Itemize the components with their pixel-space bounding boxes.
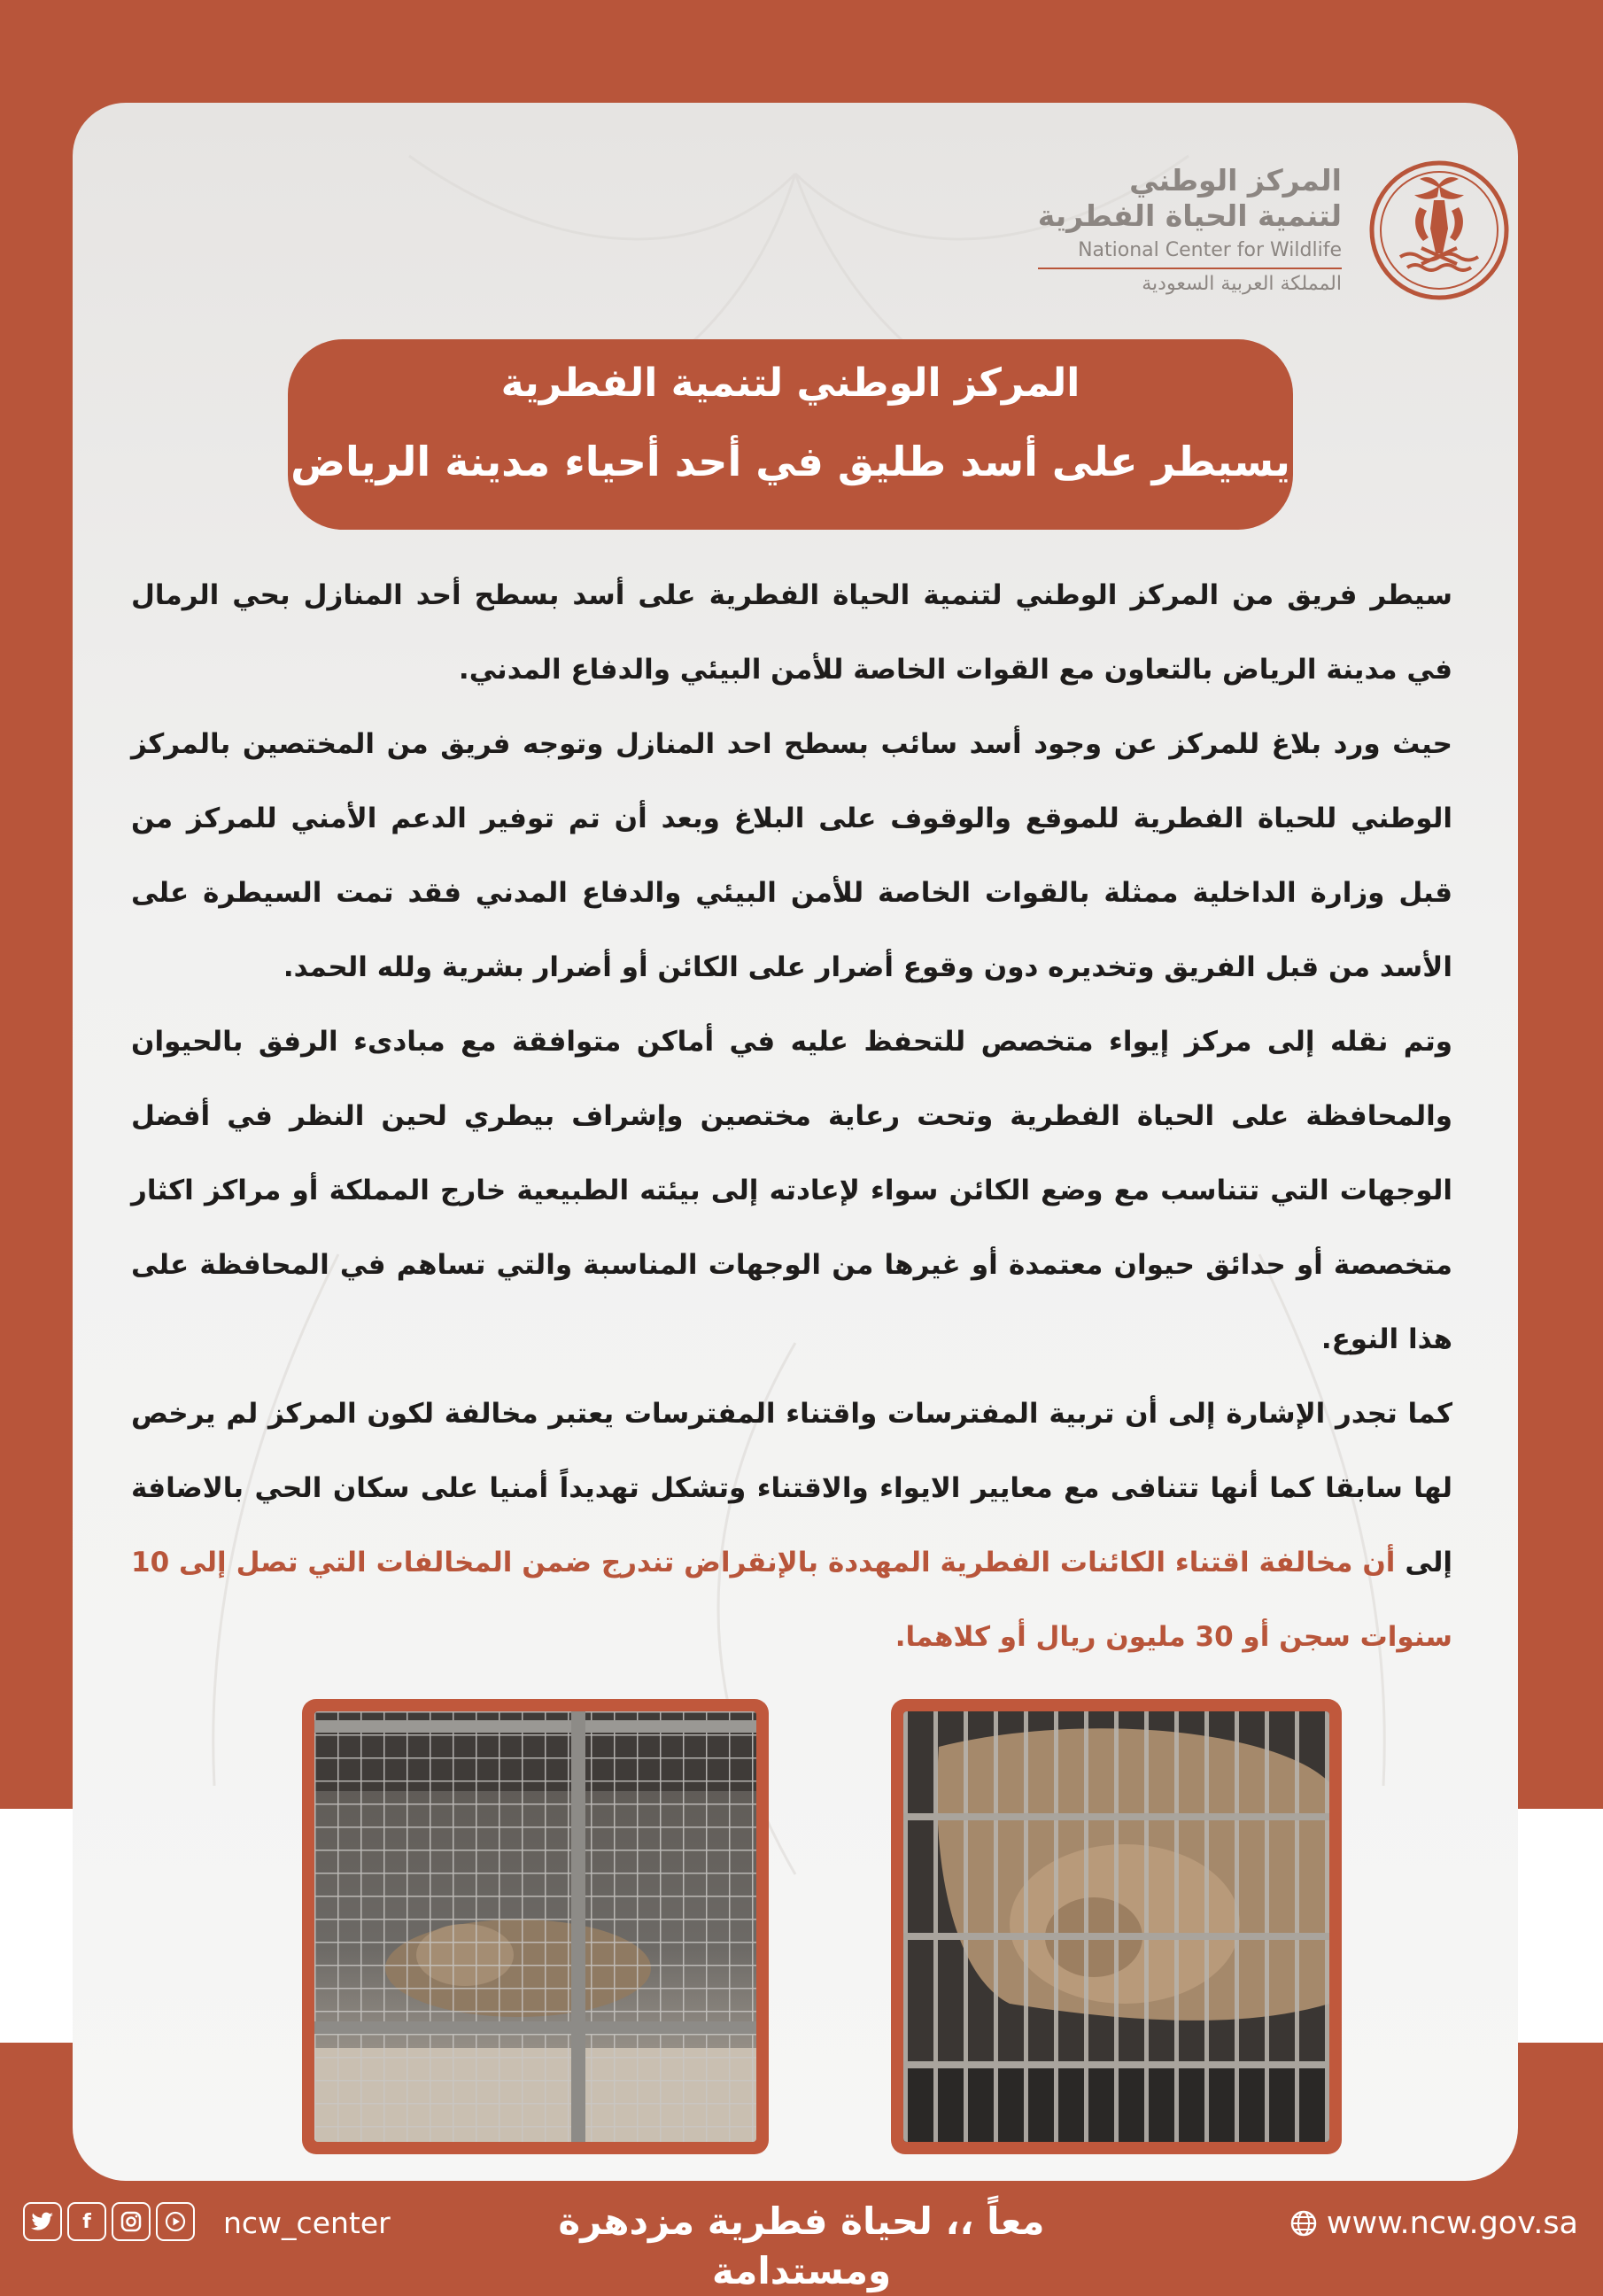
org-name-en: National Center for Wildlife — [1038, 236, 1342, 269]
headline-line1: المركز الوطني لتنمية الفطرية — [500, 361, 1080, 406]
caged-lion-photo — [314, 1711, 756, 2142]
org-country-ar: المملكة العربية السعودية — [1142, 273, 1342, 295]
headline-line2: يسيطر على أسد طليق في أحد أحياء مدينة الرياض — [290, 438, 1290, 485]
penalty-highlight: أن مخالفة اقتناء الكائنات الفطرية المهددة بالإنقراض تندرج ضمن المخالفات التي تصل إلى 10 سنوات سجن أو 30 مليون ريال أو كلاهما. — [131, 1547, 1452, 1653]
paragraph-1: سيطر فريق من المركز الوطني لتنمية الحياة الفطرية على أسد بسطح أحد المنازل بحي الرمال في مدينة الرياض بالتعاون مع القوات الخاصة للأمن البيئي والدفاع المدني. — [131, 579, 1452, 686]
youtube-icon[interactable] — [156, 2202, 195, 2241]
footer — [0, 2181, 1603, 2292]
facebook-icon[interactable]: f — [67, 2202, 106, 2241]
header — [1014, 159, 1510, 314]
org-name-ar-line2: لتنمية الحياة الفطرية — [1037, 198, 1342, 233]
paragraph-2: حيث ورد بلاغ للمركز عن وجود أسد سائب بسطح احد المنازل وتوجه فريق من المختصين بالمركز الوطني للحياة الفطرية للموقع والوقوف على البلاغ وبعد أن تم توفير الدعم الأمني للمركز من قبل وزارة الداخلية ممثلة بالقوات الخاصة للأمن البيئي والدفاع المدني فقد تمت السيطرة على الأسد من قبل الفريق وتخديره دون وقوع أضرار على الكائن أو أضرار بشرية ولله الحمد. — [131, 728, 1452, 983]
website-url: www.ncw.gov.sa — [1326, 2206, 1578, 2241]
lion-cage-photo-left — [302, 1699, 769, 2154]
paragraph-4 — [131, 1377, 1452, 1674]
article-body — [131, 558, 1452, 1674]
footer-slogan: معاً ،، لحياة فطرية مزدهرة ومستدامة — [558, 2199, 1045, 2292]
globe-icon — [1289, 2209, 1318, 2238]
paragraph-3: وتم نقله إلى مركز إيواء متخصص للتحفظ عليه في أماكن متوافقة مع مبادىء الرفق بالحيوان والمحافظة على الحياة الفطرية وتحت رعاية مختصين وإشراف بيطري لحين النظر في أفضل الوجهات التي تتناسب مع وضع الكائن سواء لإعادته إلى بيئته الطبيعية خارج المملكة أو مراكز اكثار متخصصة أو حدائق حيوان معتمدة أو غيرها من الوجهات المناسبة والتي تساهم في المحافظة على هذا النوع. — [131, 1026, 1452, 1355]
ncw-logo-icon — [1368, 159, 1510, 301]
instagram-icon[interactable] — [112, 2202, 151, 2241]
org-name-ar-line1: المركز الوطني — [1129, 163, 1342, 198]
social-handle[interactable]: ncw_center — [223, 2206, 391, 2240]
sedated-lion-photo — [903, 1711, 1329, 2142]
lion-cage-photo-right — [891, 1699, 1342, 2154]
social-links — [23, 2202, 195, 2241]
website-link[interactable] — [1289, 2204, 1578, 2243]
headline-banner — [288, 339, 1293, 530]
paragraph-4-text: كما تجدر الإشارة إلى أن تربية المفترسات واقتناء المفترسات يعتبر مخالفة لكون المركز لم يرخص لها سابقا كما أنها تتنافى مع معايير الايواء والاقتناء وتشكل تهديداً أمنيا على سكان الحي بالاضافة إلى — [131, 1398, 1452, 1578]
twitter-icon[interactable] — [23, 2202, 62, 2241]
org-name-block — [1038, 163, 1342, 299]
